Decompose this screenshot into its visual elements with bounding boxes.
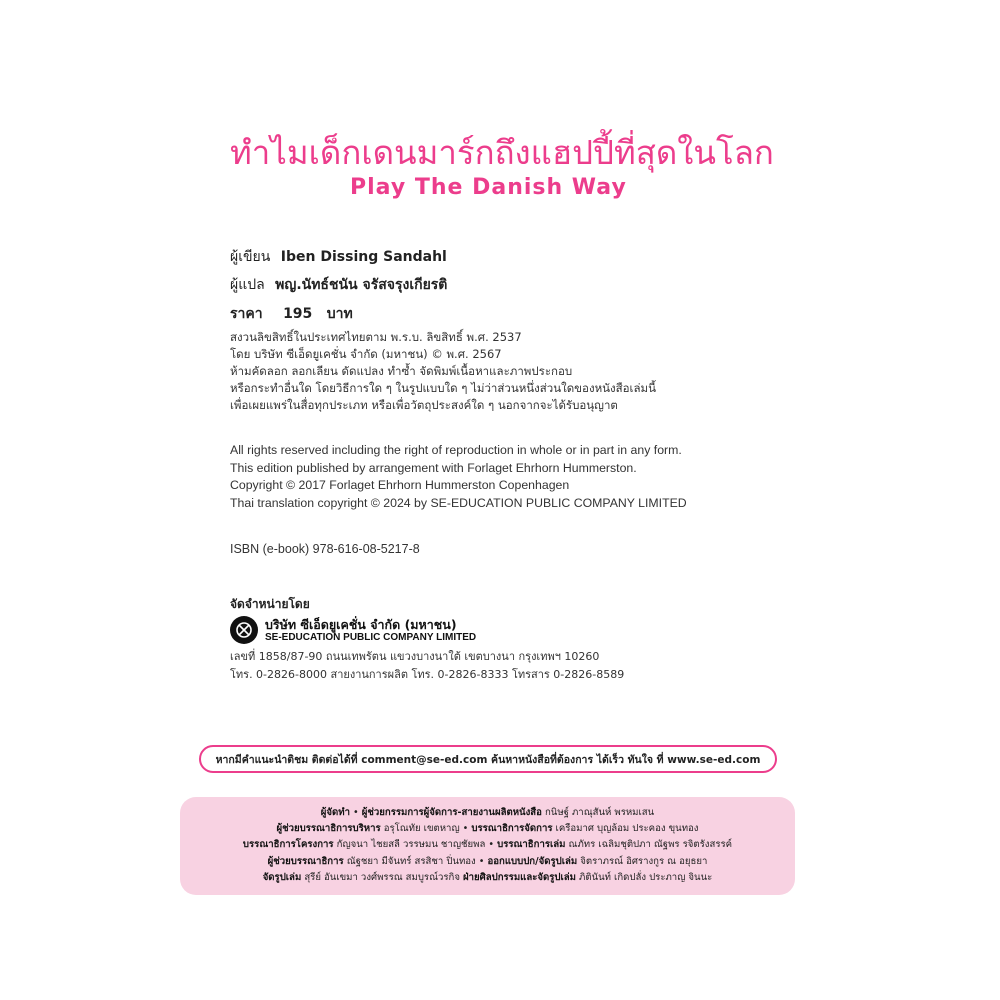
credits-line: บรรณาธิการโครงการ กัญจนา ไชยสลี วรรษมน ชาญชัยพล • บรรณาธิการเล่ม ณภัทร เฉลิมชุติปภา ณัฐพร รจิตรังสรรค์ (242, 839, 733, 851)
book-title-english: Play The Danish Way (350, 175, 627, 200)
distributor-label: จัดจำหน่ายโดย (230, 597, 310, 611)
credits-panel (180, 797, 795, 895)
credit-role: ผู้ช่วยกรรมการผู้จัดการ-สายงานผลิตหนังสือ (361, 807, 542, 818)
credit-role: บรรณาธิการโครงการ (242, 839, 334, 851)
credit-names: อรุโณทัย เขตหาญ (383, 823, 460, 835)
copyright-thai-line: ห้ามคัดลอก ลอกเลียน ดัดแปลง ทำซ้ำ จัดพิมพ์เนื้อหาและภาพประกอบ (230, 364, 573, 378)
translator-label: ผู้แปล (230, 277, 265, 293)
publisher-name-english: SE-EDUCATION PUBLIC COMPANY LIMITED (265, 631, 477, 643)
copyright-english-line: Thai translation copyright © 2024 by SE-EDUCATION PUBLIC COMPANY LIMITED (230, 495, 687, 510)
feedback-banner (199, 745, 777, 773)
credit-role: ผู้จัดทำ (320, 807, 350, 818)
credit-role: บรรณาธิการเล่ม (497, 839, 566, 851)
copyright-thai (230, 329, 656, 414)
author-line (230, 246, 447, 268)
credits-line: ผู้จัดทำ • ผู้ช่วยกรรมการผู้จัดการ-สายงานผลิตหนังสือ กนิษฐ์ ภาณุสันห์ พรหมเสน (320, 807, 655, 818)
price-label: ราคา (230, 306, 263, 322)
copyright-thai-line: เพื่อเผยแพร่ในสื่อทุกประเภท หรือเพื่อวัตถุประสงค์ใด ๆ นอกจากจะได้รับอนุญาต (230, 398, 618, 412)
translator-name: พญ.นัทธ์ชนัน จรัสจรุงเกียรติ (275, 277, 448, 293)
credit-names: ณัฐชยา มีจันทร์ สรสิชา ปิ่นทอง (346, 855, 476, 867)
credits-line: ผู้ช่วยบรรณาธิการบริหาร อรุโณทัย เขตหาญ • บรรณาธิการจัดการ เครือมาศ บุญล้อม ประคอง ขุนทอง (276, 823, 699, 835)
credit-role: ออกแบบปก/จัดรูปเล่ม (487, 855, 578, 867)
credit-role: ผู้ช่วยบรรณาธิการ (267, 855, 344, 867)
price-unit: บาท (326, 306, 353, 322)
credits-line: ผู้ช่วยบรรณาธิการ ณัฐชยา มีจันทร์ สรสิชา ปิ่นทอง • ออกแบบปก/จัดรูปเล่ม จิตราภรณ์ อิศรางกูร ณ อยุธยา (267, 855, 708, 867)
price-line (230, 303, 353, 325)
publisher-phones: โทร. 0-2826-8000 สายงานการผลิต โทร. 0-2826-8333 โทรสาร 0-2826-8589 (230, 668, 625, 681)
book-title-thai: ทำไมเด็กเดนมาร์กถึงแฮปปี้ที่สุดในโลก (230, 133, 774, 172)
credit-role: บรรณาธิการจัดการ (471, 823, 553, 835)
copyright-english-line: This edition published by arrangement with Forlaget Ehrhorn Hummerston. (230, 460, 637, 475)
copyright-thai-line: โดย บริษัท ซีเอ็ดยูเคชั่น จำกัด (มหาชน) © พ.ศ. 2567 (230, 347, 502, 361)
feedback-text: หากมีคำแนะนำติชม ติดต่อได้ที่ comment@se-ed.com ค้นหาหนังสือที่ต้องการ ได้เร็ว ทันใจ ที่ www.se-ed.com (215, 753, 761, 766)
credit-names: ภิตินันท์ เกิดปลั่ง ประภาญ จินนะ (579, 871, 713, 883)
credit-names: ณภัทร เฉลิมชุติปภา ณัฐพร รจิตรังสรรค์ (568, 839, 733, 851)
credit-names: สุรีย์ อันเขมา วงศ์พรรณ สมบูรณ์วรกิจ (304, 871, 460, 883)
copyright-english-line: Copyright © 2017 Forlaget Ehrhorn Hummerston Copenhagen (230, 478, 570, 492)
credit-names: กัญจนา ไชยสลี วรรษมน ชาญชัยพล (336, 839, 486, 851)
credit-names: จิตราภรณ์ อิศรางกูร ณ อยุธยา (580, 855, 708, 867)
publisher-contact (230, 648, 624, 684)
publisher-name-thai: บริษัท ซีเอ็ดยูเคชั่น จำกัด (มหาชน) (265, 616, 457, 632)
credit-role: จัดรูปเล่ม (262, 871, 302, 883)
se-ed-logo-icon (230, 616, 258, 644)
credit-names: กนิษฐ์ ภาณุสันห์ พรหมเสน (544, 807, 655, 818)
credit-role: ผู้ช่วยบรรณาธิการบริหาร (276, 823, 381, 835)
price-value: 195 (283, 306, 313, 322)
translator-line (230, 274, 447, 296)
copyright-thai-line: สงวนลิขสิทธิ์ในประเทศไทยตาม พ.ร.บ. ลิขสิทธิ์ พ.ศ. 2537 (230, 330, 522, 344)
publisher-logo (230, 615, 476, 645)
isbn: ISBN (e-book) 978-616-08-5217-8 (230, 542, 420, 556)
author-label: ผู้เขียน (230, 249, 271, 265)
credits-line (186, 870, 789, 886)
publisher-address: เลขที่ 1858/87-90 ถนนเทพรัตน แขวงบางนาใต้ เขตบางนา กรุงเทพฯ 10260 (230, 650, 600, 663)
copyright-english-line: All rights reserved including the right of reproduction in whole or in part in any form. (230, 443, 682, 457)
copyright-thai-line: หรือกระทำอื่นใด โดยวิธีการใด ๆ ในรูปแบบใด ๆ ไม่ว่าส่วนหนึ่งส่วนใดของหนังสือเล่มนี้ (230, 381, 656, 395)
credit-names: เครือมาศ บุญล้อม ประคอง ขุนทอง (555, 823, 699, 835)
credit-role: ฝ่ายศิลปกรรมและจัดรูปเล่ม (463, 871, 576, 883)
copyright-english (230, 442, 687, 512)
author-name: Iben Dissing Sandahl (280, 249, 447, 265)
